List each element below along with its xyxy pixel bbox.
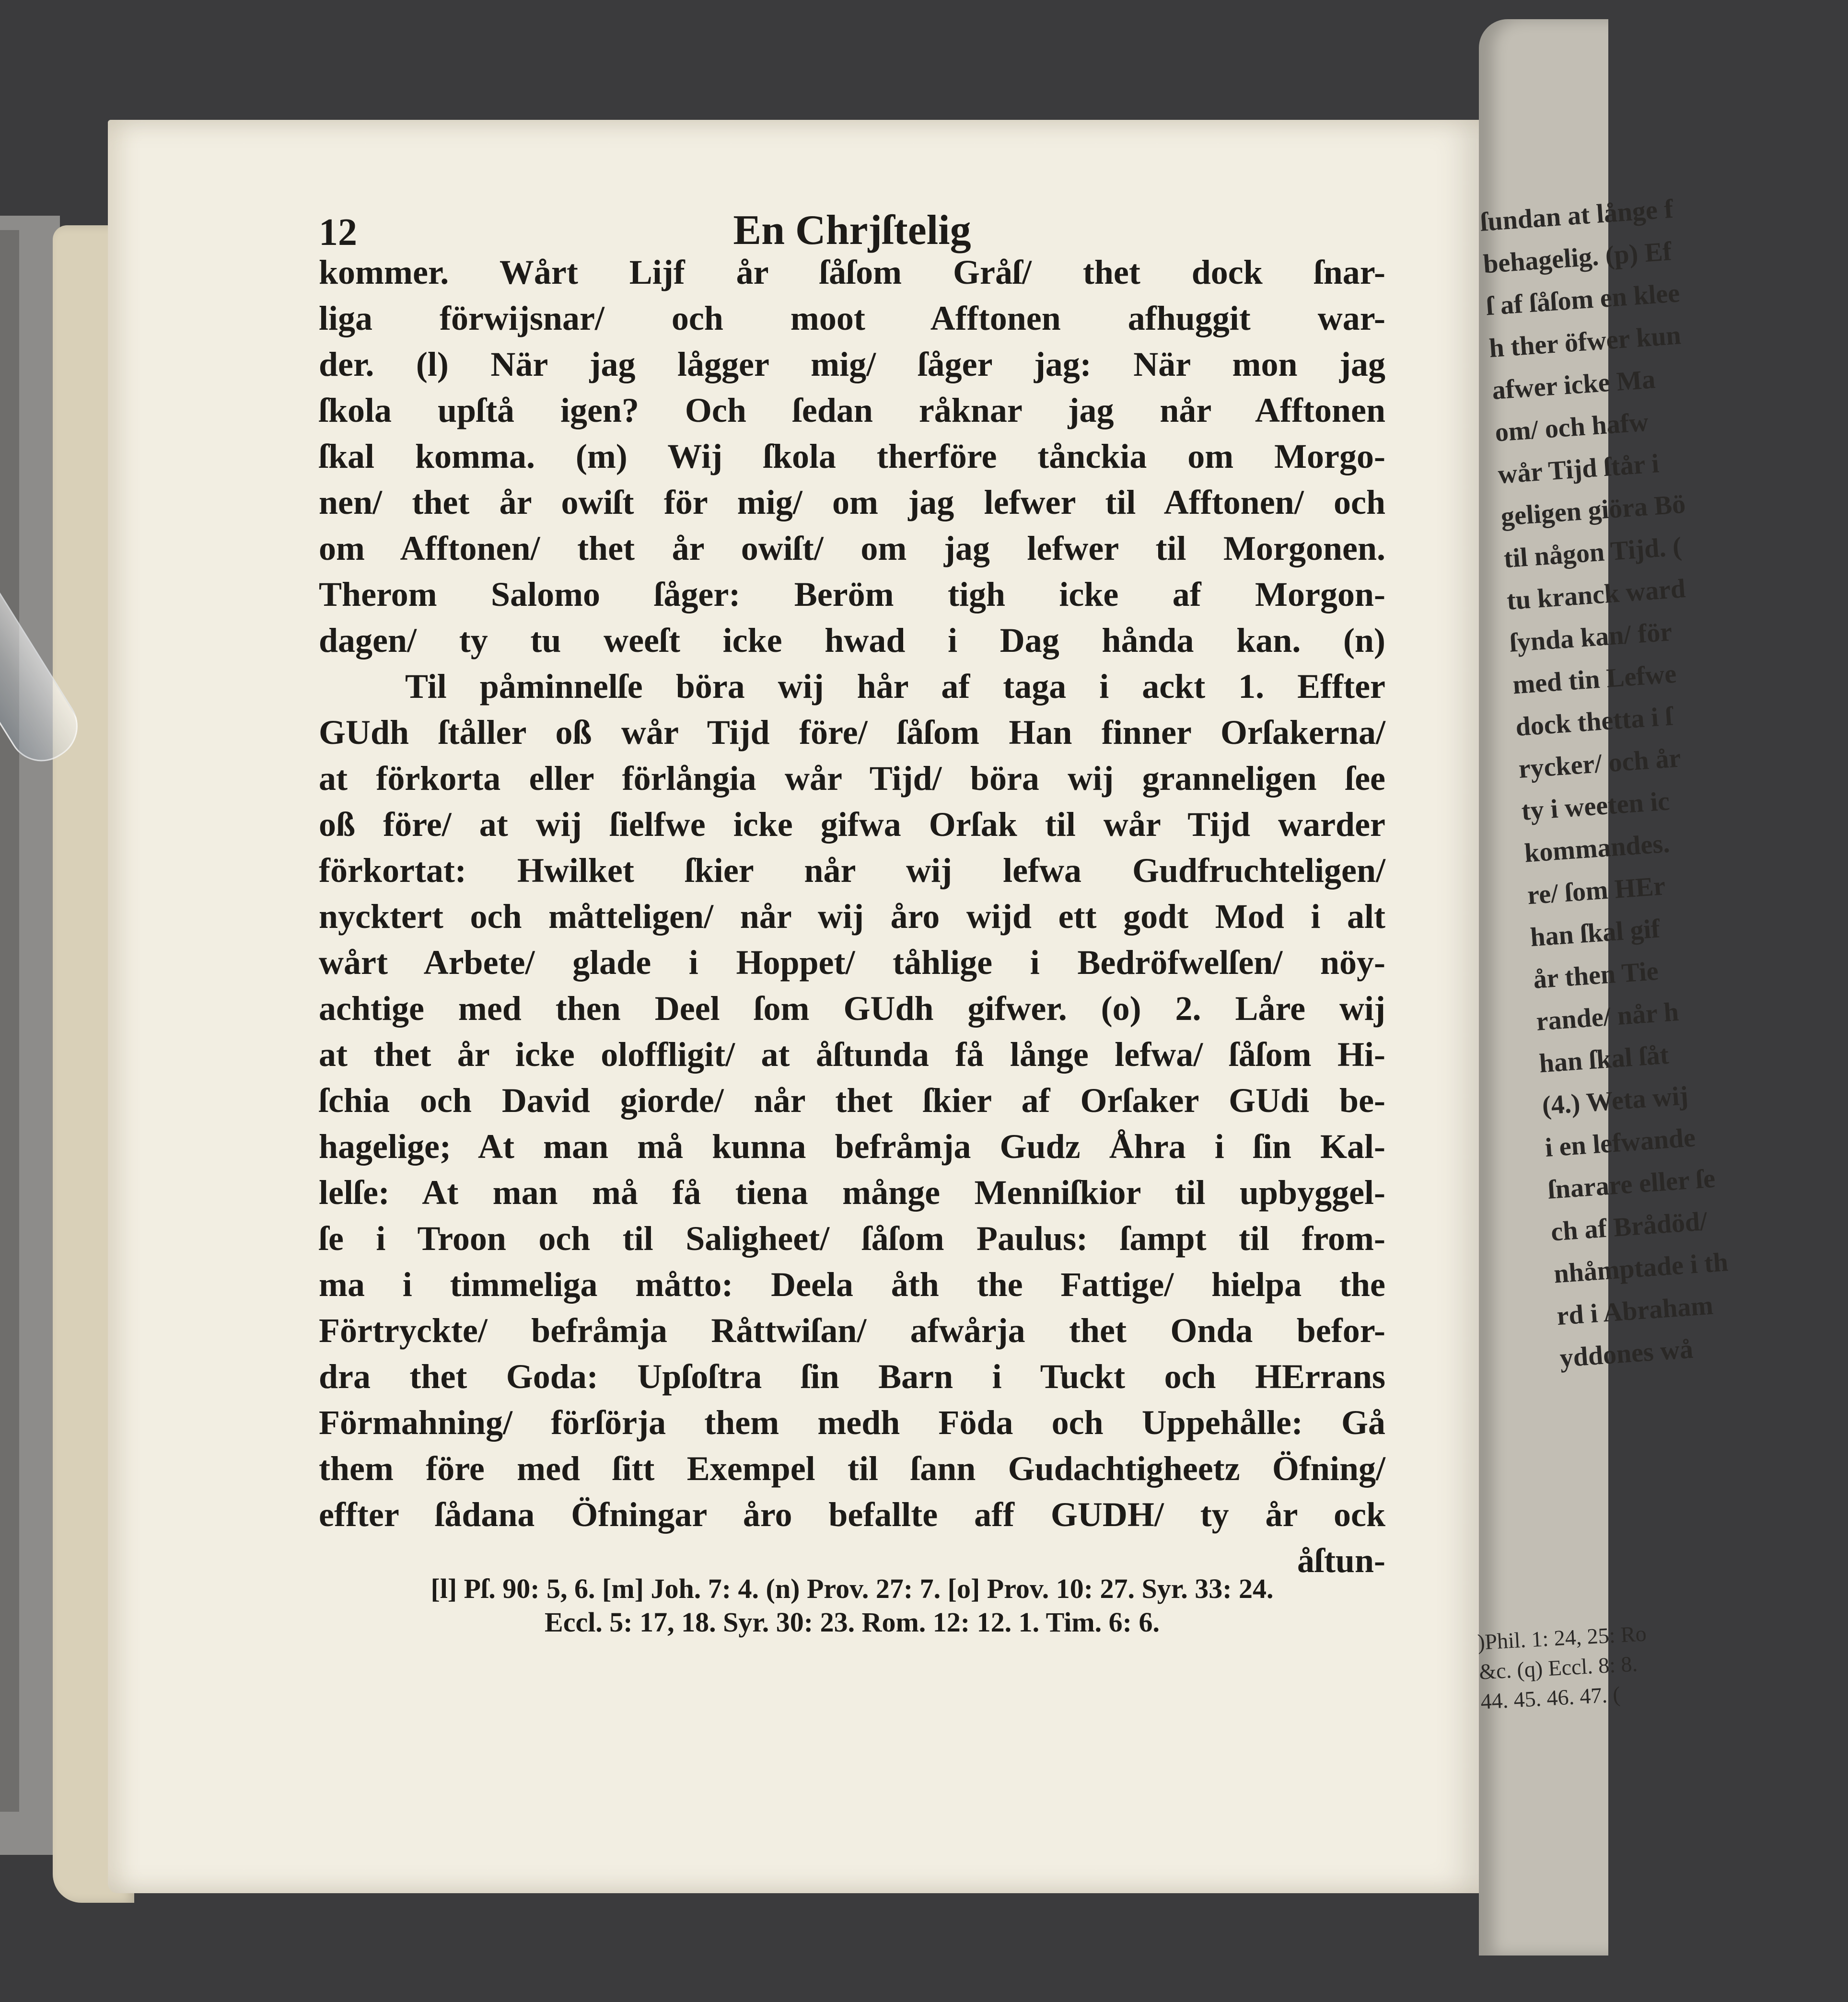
text-line: nycktert och måtteligen/ når wij åro wijd ett godt Mod i alt [319,897,1385,936]
catchword: åſtun- [1297,1541,1385,1580]
text-line: ma i timmeliga måtto: Deela åth the Fattige/ hielpa the [319,1265,1385,1304]
text-line: ſkal komma. (m) Wij ſkola therföre tånckia om Morgo- [319,437,1385,475]
footnote-line: [l] Pſ. 90: 5, 6. [m] Joh. 7: 4. (n) Prov. 27: 7. [o] Prov. 10: 27. Syr. 33: 24. [430,1573,1274,1604]
right-page-line: (4.) Weta wij [1541,1081,1689,1121]
right-page-line: til någon Tijd. ( [1503,532,1683,574]
right-page-line: behagelig. (p) Ef [1482,236,1673,279]
text-line: nen/ thet år owiſt för mig/ om jag lefwer til Afftonen/ och [319,483,1385,521]
book-cover-shadow [0,230,19,1812]
right-page-footnote: )Phil. 1: 24, 25: Ro [1476,1621,1647,1655]
text-line: Förtryckte/ befråmja Råttwiſan/ afwårja thet Onda befor- [319,1311,1385,1350]
text-line: ſchia och David giorde/ når thet ſkier af Orſaker GUdi be- [319,1081,1385,1120]
text-line: oß före/ at wij ſielfwe icke gifwa Orſak til wår Tijd warder [319,805,1385,844]
right-page-line: yddones wå [1558,1334,1694,1374]
text-line: ſkola upſtå igen? Och ſedan råknar jag når Afftonen [319,391,1385,429]
text-line: lelſe: At man må få tiena månge Menniſkior til upbyggel- [319,1173,1385,1212]
right-page-line: om/ och hafw [1494,407,1650,448]
right-page-line: ſ af ſåſom en klee [1485,278,1681,322]
right-page-line: år then Tie [1532,956,1660,995]
body-text [319,249,1385,1584]
right-page-line: ſynda kan/ för [1509,617,1673,658]
right-page-line: ty i weeten ic [1520,786,1671,826]
right-page-line: re/ ſom HEr [1526,871,1666,911]
right-page-line: ch af Brådöd/ [1550,1206,1709,1247]
right-page-footnote: &c. (q) Eccl. 8: 8. [1478,1651,1639,1684]
text-line: dagen/ ty tu weeſt icke hwad i Dag hånda kan. (n) [319,621,1385,660]
right-page-line: dock thetta i ſ [1514,701,1674,742]
text-line: them före med ſitt Exempel til ſann Gudachtigheetz Öfning/ [319,1449,1385,1488]
text-line: effter ſådana Öfningar åro befallte aff GUDH/ ty år ock [319,1495,1385,1534]
right-page-line: ſundan at långe f [1479,194,1674,237]
text-line: hagelige; At man må kunna befråmja Gudz Åhra i ſin Kal- [319,1127,1385,1166]
right-page-line: rd i Abraham [1556,1290,1714,1331]
right-page-line: rycker/ och år [1517,743,1682,785]
right-page-footnotes [1477,1612,1769,1716]
text-line: om Afftonen/ thet år owiſt/ om jag lefwer til Morgonen. [319,529,1385,567]
text-line: wårt Arbete/ glade i Hoppet/ tåhlige i Bedröfwelſen/ nöy- [319,943,1385,982]
right-page-line: han ſkal gif [1529,914,1661,953]
text-line: kommer. Wårt Lijf år ſåſom Gråſ/ thet dock ſnar- [319,253,1385,291]
right-page-line: h ther öfwer kun [1488,320,1682,364]
text-line: förkortat: Hwilket ſkier når wij lefwa Gudfruchteligen/ [319,851,1385,890]
right-page-line: rande/ når h [1535,997,1680,1037]
right-page-line: nhåmptade i th [1553,1247,1729,1289]
right-page-line: han ſkal ſåt [1538,1040,1670,1079]
text-line: GUdh ſtåller oß wår Tijd före/ ſåſom Han finner Orſakerna/ [319,713,1385,752]
page-number: 12 [319,211,357,254]
right-page-line: i en lefwande [1544,1123,1697,1163]
text-line: Til påminnelſe böra wij hår af taga i ackt 1. Effter [405,667,1385,706]
footnotes [319,1572,1385,1639]
right-page-line: med tin Lefwe [1511,659,1678,700]
text-line: ſe i Troon och til Saligheet/ ſåſom Paulus: ſampt til from- [319,1219,1385,1258]
right-page [1476,19,1729,1956]
text-line: liga förwijsnar/ och moot Afftonen afhuggit war- [319,299,1385,337]
right-page-line: afwer icke Ma [1491,364,1657,405]
right-page-line: wår Tijd ſtår i [1497,449,1660,490]
footnote-line: Eccl. 5: 17, 18. Syr. 30: 23. Rom. 12: 12. 1. Tim. 6: 6. [545,1607,1160,1638]
right-page-text [1479,181,1848,1379]
right-page-line: geligen giöra Bö [1499,489,1687,532]
right-page-footnote: 44. 45. 46. 47. ( [1480,1682,1621,1714]
right-page-line: tu kranck ward [1506,573,1686,616]
text-line: Förmahning/ förſörja them medh Föda och Uppehålle: Gå [319,1403,1385,1442]
text-line: dra thet Goda: Upſoſtra ſin Barn i Tuckt och HErrans [319,1357,1385,1396]
text-line: achtige med then Deel ſom GUdh gifwer. (o) 2. Låre wij [319,989,1385,1028]
right-page-line: kommandes. [1523,828,1671,868]
text-line: der. (l) När jag lågger mig/ ſåger jag: När mon jag [319,345,1385,383]
right-page-line: ſnarare eller ſe [1547,1163,1716,1205]
text-line: at thet år icke oloffligit/ at åſtunda få långe lefwa/ ſåſom Hi- [319,1035,1385,1074]
running-title: En Chrjſtelig [733,207,971,254]
text-line: at förkorta eller förlångia wår Tijd/ böra wij granneligen ſee [319,759,1385,798]
text-line: Therom Salomo ſåger: Beröm tigh icke af Morgon- [319,575,1385,613]
